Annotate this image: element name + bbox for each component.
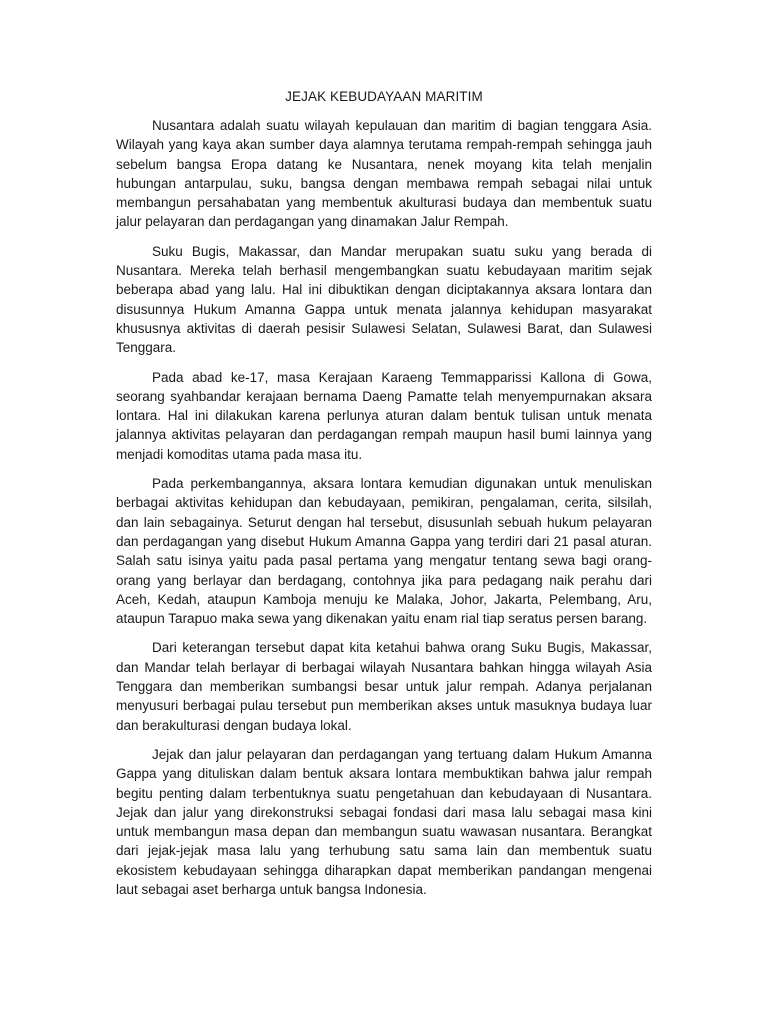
paragraph-3: Pada abad ke-17, masa Kerajaan Karaeng Temmapparissi Kallona di Gowa, seorang syahbandar kerajaan bernama Daeng Pamatte telah menyempurnakan aksara lontara. Hal ini dilakukan karena perlunya aturan dalam bentuk tulisan untuk menata jalannya aktivitas pelayaran dan perdagangan rempah maupun hasil bumi lainnya yang menjadi komoditas utama pada masa itu. [116, 369, 652, 462]
document-title: JEJAK KEBUDAYAAN MARITIM [285, 89, 483, 104]
paragraph-2: Suku Bugis, Makassar, dan Mandar merupakan suatu suku yang berada di Nusantara. Mereka telah berhasil mengembangkan suatu kebudayaan maritim sejak beberapa abad yang lalu. Hal ini dibuktikan dengan diciptakannya aksara lontara dan disusunnya Hukum Amanna Gappa untuk menata jalannya kehidupan masyarakat khususnya aktivitas di daerah pesisir Sulawesi Selatan, Sulawesi Barat, dan Sulawesi Tenggara. [116, 243, 652, 356]
paragraph-4: Pada perkembangannya, aksara lontara kemudian digunakan untuk menuliskan berbagai aktivitas kehidupan dan kebudayaan, pemikiran, pengalaman, cerita, silsilah, dan lain sebagainya. Seturut dengan hal tersebut, disusunlah sebuah hukum pelayaran dan perdagangan yang disebut Hukum Amanna Gappa yang terdiri dari 21 pasal aturan. Salah satu isinya yaitu pada pasal pertama yang mengatur tentang sewa bagi orang-orang yang berlayar dan berdagang, contohnya jika para pedagang naik perahu dari Aceh, Kedah, ataupun Kamboja menuju ke Malaka, Johor, Jakarta, Pelembang, Aru, ataupun Tarapuo maka sewa yang dikenakan yaitu enam rial tiap seratus persen barang. [116, 476, 652, 627]
paragraph-5: Dari keterangan tersebut dapat kita ketahui bahwa orang Suku Bugis, Makassar, dan Mandar telah berlayar di berbagai wilayah Nusantara bahkan hingga wilayah Asia Tenggara dan memberikan sumbangsi besar untuk jalur rempah. Adanya perjalanan menyusuri berbagai pulau tersebut pun memberikan akses untuk masuknya budaya luar dan berakulturasi dengan budaya lokal. [116, 640, 652, 733]
paragraph-6: Jejak dan jalur pelayaran dan perdagangan yang tertuang dalam Hukum Amanna Gappa yang dituliskan dalam bentuk aksara lontara membuktikan bahwa jalur rempah begitu penting dalam terbentuknya suatu pengetahuan dan kebudayaan di Nusantara. Jejak dan jalur yang direkonstruksi sebagai fondasi dari masa lalu sebagai masa kini untuk membangun masa depan dan membangun suatu wawasan nusantara. Berangkat dari jejak-jejak masa lalu yang terhubung satu sama lain dan membentuk suatu ekosistem kebudayaan sehingga diharapkan dapat memberikan pandangan mengenai laut sebagai aset berharga untuk bangsa Indonesia. [116, 746, 652, 897]
paragraph-1: Nusantara adalah suatu wilayah kepulauan dan maritim di bagian tenggara Asia. Wilayah yang kaya akan sumber daya alamnya terutama rempah-rempah sehingga jauh sebelum bangsa Eropa datang ke Nusantara, nenek moyang kita telah menjalin hubungan antarpulau, suku, bangsa dengan membawa rempah sebagai nilai untuk membangun persahabatan yang membentuk akulturasi budaya dan membentuk suatu jalur pelayaran dan perdagangan yang dinamakan Jalur Rempah. [116, 118, 652, 230]
document-page [116, 88, 652, 909]
